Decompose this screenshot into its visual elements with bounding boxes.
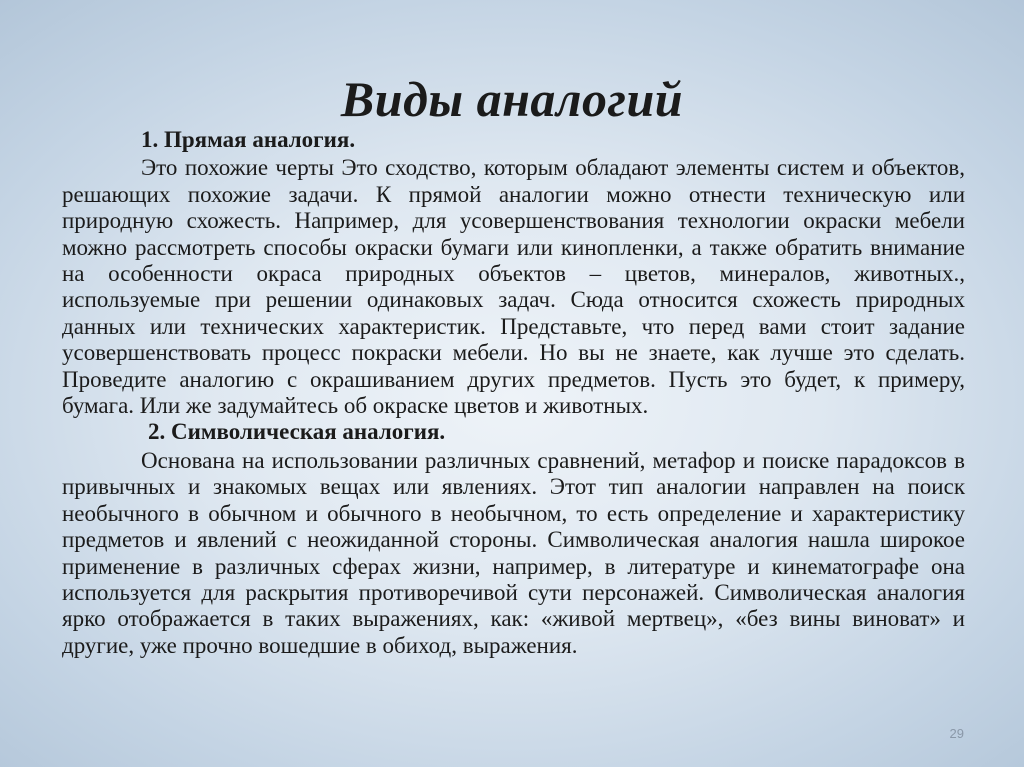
page-number: 29	[949, 726, 964, 741]
slide-content	[62, 127, 965, 659]
section-text-direct-analogy: Это похожие черты Это сходство, которым обладают элементы систем и объектов, решающих похожие задачи. К прямой аналогии можно отнести техническую или природную схожесть. Например, для усовершенствования технологии окраски мебели можно рассмотреть способы окраски бумаги или кинопленки, а также обратить внимание на особенности окраса природных объектов – цветов, минералов, животных., используемые при решении одинаковых задач. Сюда относится схожесть природных данных или технических характеристик. Представьте, что перед вами стоит задание усовершенствовать процесс покраски мебели. Но вы не знаете, как лучше это сделать. Проведите аналогию с окрашиванием других предметов. Пусть это будет, к примеру, бумага. Или же задумайтесь об окраске цветов и животных.	[62, 155, 965, 419]
section-heading-direct-analogy: 1. Прямая аналогия.	[141, 127, 356, 152]
slide-title: Виды аналогий	[340, 71, 684, 127]
section-text-symbolic-analogy: Основана на использовании различных сравнений, метафор и поиске парадоксов в привычных и знакомых вещах или явлениях. Этот тип аналогии направлен на поиск необычного в обычном и обычного в необычном, то есть определение и характеристику предметов и явлений с неожиданной стороны. Символическая аналогия нашла широкое применение в различных сферах жизни, например, в литературе и кинематографе она используется для раскрытия противоречивой сути персонажей. Символическая аналогия ярко отображается в таких выражениях, как: «живой мертвец», «без вины виноват» и другие, уже прочно вошедшие в обиход, выражения.	[62, 447, 965, 658]
section-heading-symbolic-analogy: 2. Символическая аналогия.	[148, 419, 446, 445]
